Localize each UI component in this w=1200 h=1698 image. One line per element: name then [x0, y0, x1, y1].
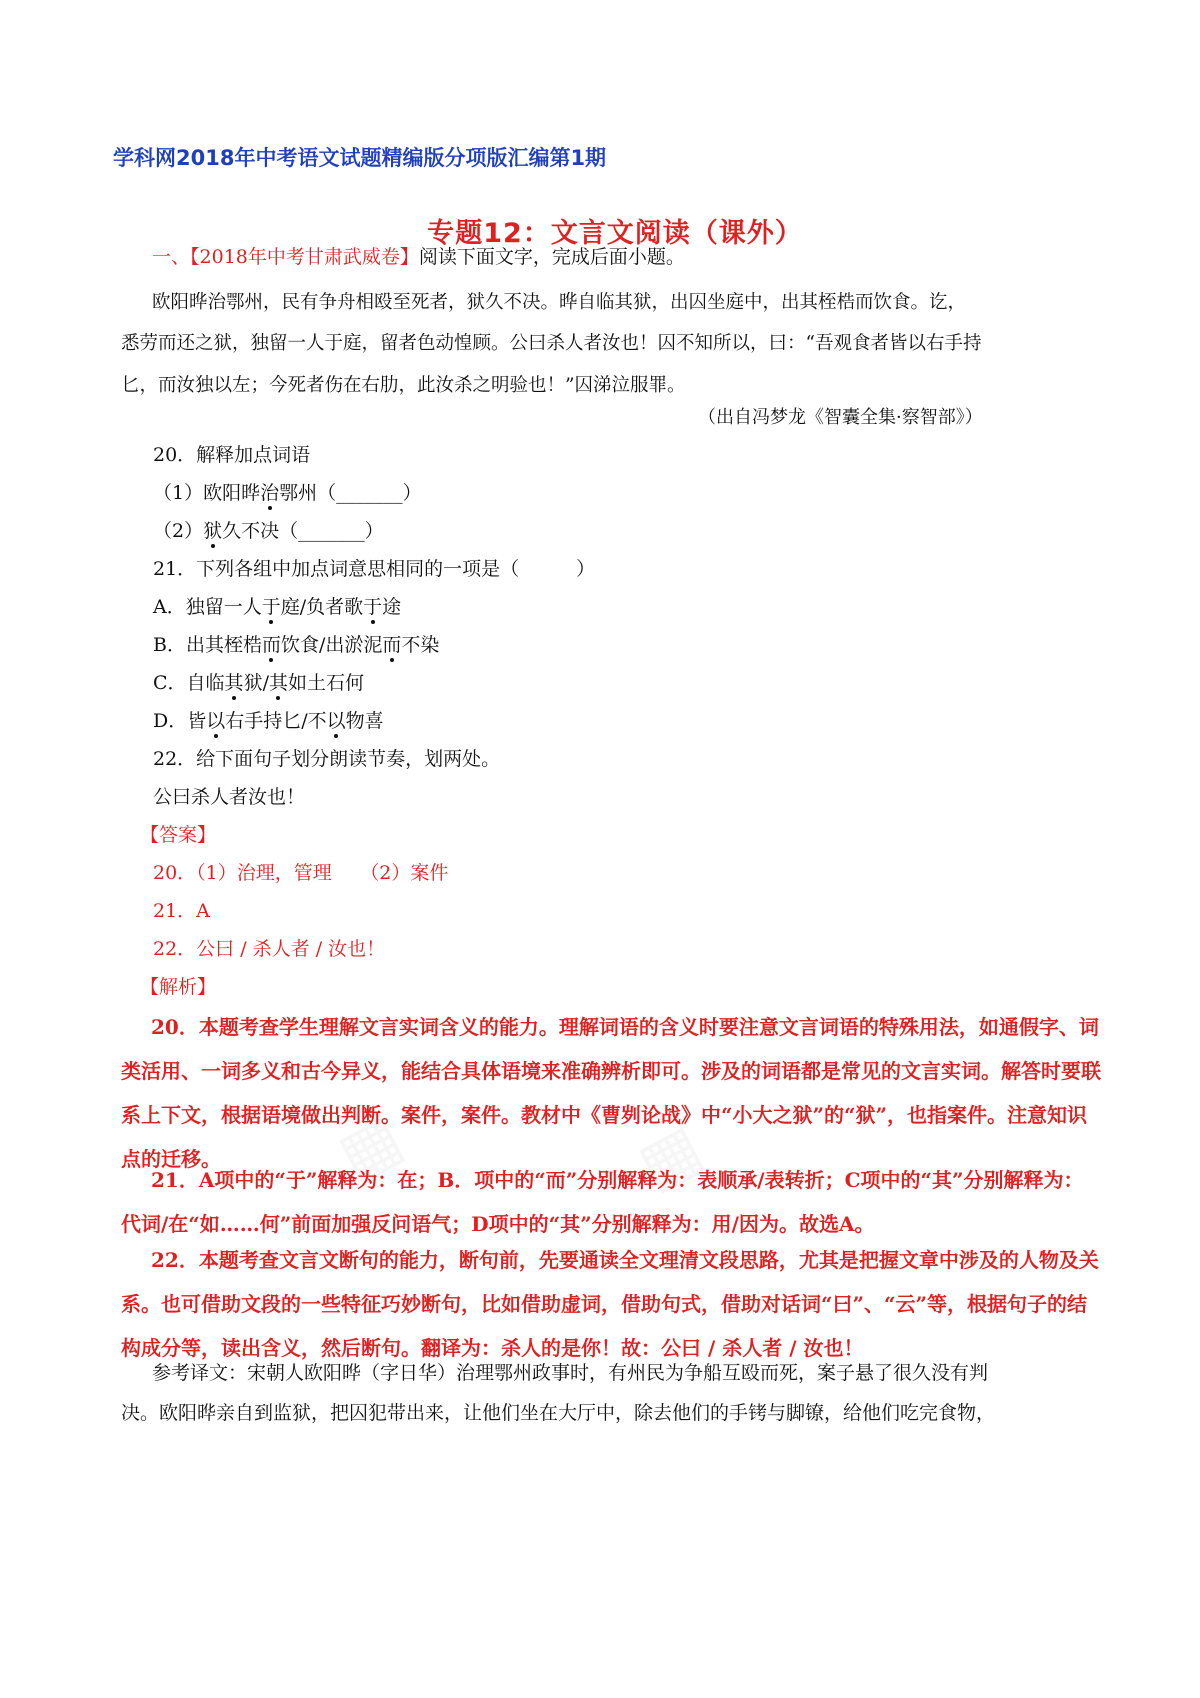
- question-intro: 一、【2018年中考甘肃武威卷】阅读下面文字，完成后面小题。: [152, 246, 685, 268]
- passage-line: 悉劳而还之狱，独留一人于庭，留者色动惶顾。公曰杀人者汝也！囚不知所以，曰：“吾观食者皆以右手持: [121, 333, 982, 354]
- q22-stem: 22．给下面句子划分朗读节奏，划两处。: [153, 748, 501, 770]
- watermark: ▦: [626, 1110, 715, 1204]
- q21-stem: 21．下列各组中加点词意思相同的一项是（ ）: [153, 558, 596, 580]
- answer-label: 【答案】: [140, 824, 217, 846]
- series-title: 学科网2018年中考语文试题精编版分项版汇编第1期: [113, 146, 607, 170]
- answer-21: 21．A: [153, 900, 210, 922]
- passage-line: 匕，而汝独以左；今死者伤在右肋，此汝杀之明验也！”囚涕泣服罪。: [121, 375, 686, 396]
- passage-citation: （出自冯梦龙《智囊全集·察智部》）: [698, 407, 983, 428]
- answer-22: 22．公曰 / 杀人者 / 汝也！: [153, 938, 386, 960]
- q20-item1: （1）欧阳晔治鄂州（_______）: [153, 478, 422, 505]
- analysis-21: 21．A项中的“于”解释为：在；B．项中的“而”分别解释为：表顺承/表转折；C项中的“其”分别解释为：代词/在“如……何”前面加强反问语气；D项中的“其”分别解释为：用/因为。故选A。: [121, 1168, 1084, 1236]
- q21-option-a: A．独留一人于庭/负者歌于途: [153, 592, 401, 619]
- analysis-22: 22．本题考查文言文断句的能力，断句前，先要通读全文理清文段思路，尤其是把握文章中涉及的人物及关系。也可借助文段的一些特征巧妙断句，比如借助虚词，借助句式，借助对话词“曰”、“云”等，根据句子的结构成分等，读出含义，然后断句。翻译为：杀人的是你！故：公曰 / 杀人者 / 汝也！: [121, 1248, 1099, 1360]
- answer-20: 20．（1）治理，管理 （2）案件: [153, 862, 449, 884]
- translation-line: 参考译文：宋朝人欧阳晔（字日华）治理鄂州政事时，有州民为争船互殴而死，案子悬了很久没有判: [152, 1362, 989, 1384]
- passage-line: 欧阳晔治鄂州，民有争舟相殴至死者，狱久不决。晔自临其狱，出囚坐庭中，出其桎梏而饮食。讫，: [152, 292, 967, 313]
- q22-sentence: 公曰杀人者汝也！: [153, 786, 306, 808]
- watermark: ▦: [326, 1100, 415, 1194]
- q20-stem: 20．解释加点词语: [153, 444, 311, 466]
- q21-option-d: D．皆以右手持匕/不以物喜: [153, 706, 384, 733]
- q21-option-b: B．出其桎梏而饮食/出淤泥而不染: [153, 630, 439, 657]
- topic-title: 专题12：文言文阅读（课外）: [427, 218, 803, 249]
- analysis-label: 【解析】: [140, 976, 217, 998]
- q21-option-c: C．自临其狱/其如土石何: [153, 668, 364, 695]
- q20-item2: （2）狱久不决（_______）: [153, 516, 384, 543]
- analysis-20: 20．本题考查学生理解文言实词含义的能力。理解词语的含义时要注意文言词语的特殊用法，如通假字、词类活用、一词多义和古今异义，能结合具体语境来准确辨析即可。涉及的词语都是常见的文言实词。解答时要联系上下文，根据语境做出判断。案件，案件。教材中《曹刿论战》中“小大之狱”的“狱”，也指案件。注意知识点的迁移。: [121, 1015, 1101, 1171]
- translation-line: 决。欧阳晔亲自到监狱，把囚犯带出来，让他们坐在大厅中，除去他们的手铐与脚镣，给他们吃完食物，: [121, 1402, 996, 1424]
